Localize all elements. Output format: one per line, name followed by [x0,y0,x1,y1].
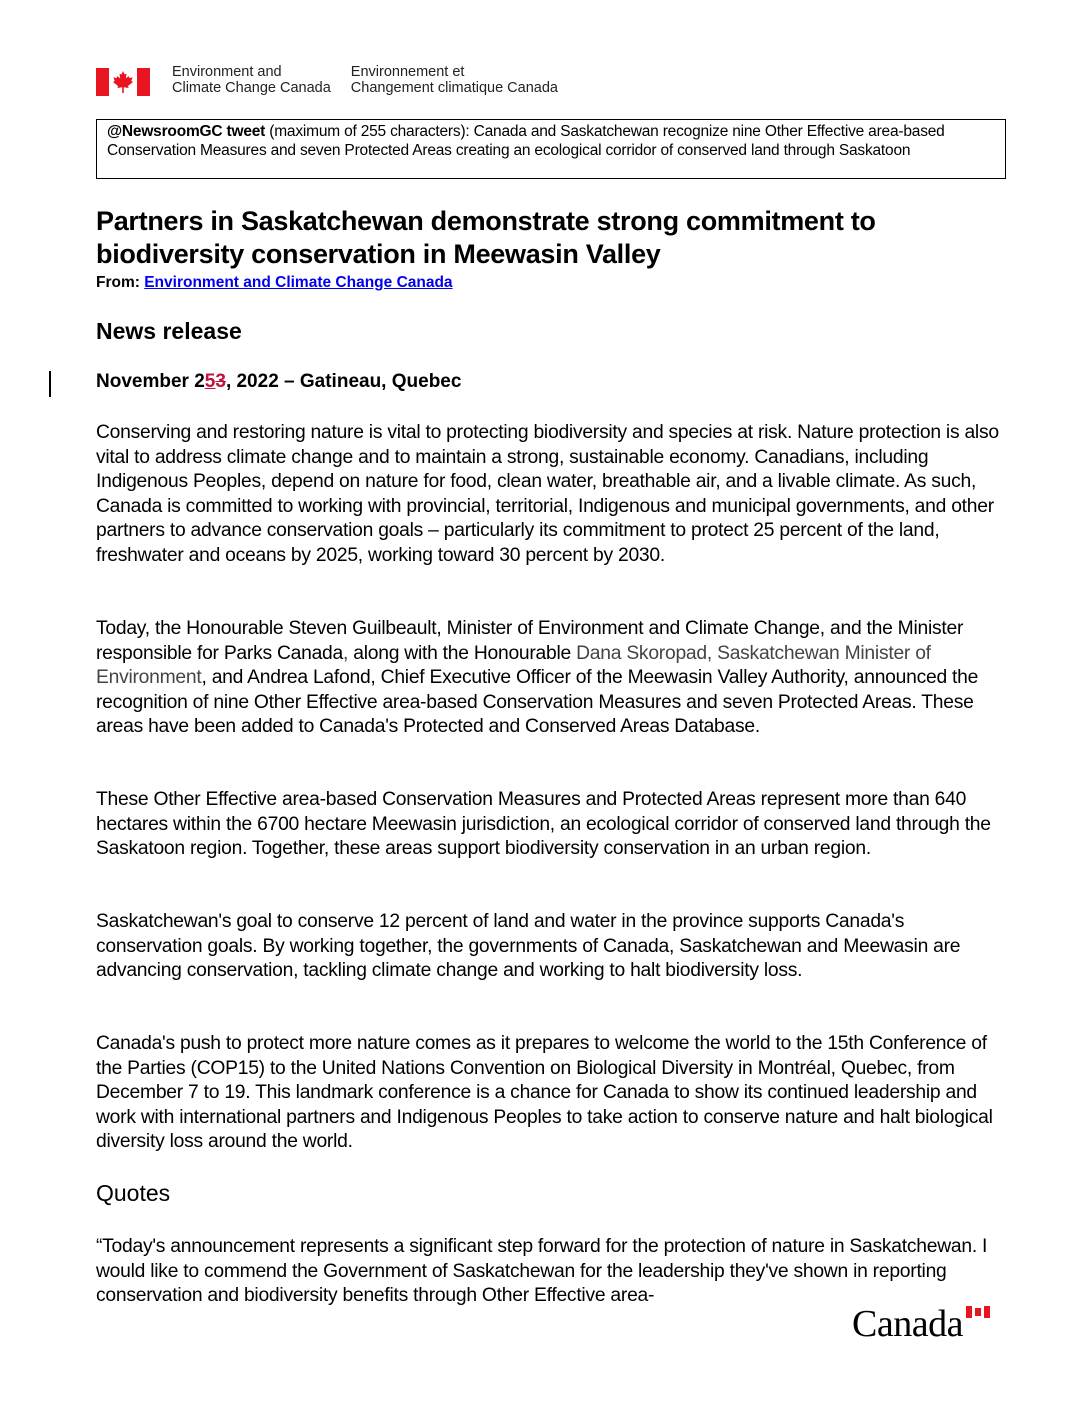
department-name-fr [351,64,558,96]
department-link[interactable]: Environment and Climate Change Canada [144,274,453,291]
announcement-text-4: Dana Skoropad, Saskatchewan Minister of Environment [96,642,931,688]
wordmark-text: Canada [852,1303,963,1345]
page-title: Partners in Saskatchewan demonstrate strong commitment to biodiversity conservation in Meewasin Valley [96,206,876,269]
paragraph-intro: Conserving and restoring nature is vital to protecting biodiversity and species at risk. Nature protection is also vital to address climate change and to maintain a strong, sustainable economy. Canadians, including Indigenous Peoples, depend on nature for food, clean water, breathable air, and a livable climate. As such, Canada is committed to working with provincial, territorial, Indigenous and municipal governments, and other partners to advance conservation goals – particularly its commitment to protect 25 percent of the land, freshwater and oceans by 2025, working toward 30 percent by 2030. [96,422,999,566]
announcement-text-5: , and Andrea Lafond, Chief Executive Officer of the Meewasin Valley Authority, announced the recognition of nine Other Effective area-based Conservation Measures and seven Protected Areas. These areas have been added to Canada's Protected and Conserved Areas Database. [96,667,979,737]
quotes-heading: Quotes [96,1180,171,1206]
announcement-text-3: along with the Honourable [353,642,577,664]
canada-wordmark [852,1304,992,1344]
section-label: News release [96,318,242,344]
dateline-deleted-digit: 3 [215,371,226,392]
paragraph-cop15: Canada's push to protect more nature comes as it prepares to welcome the world to the 15th Conference of the Parties (COP15) to the United Nations Convention on Biological Diversity in Montréal, Quebec, from December 7 to 19. This landmark conference is a chance for Canada to show its continued leadership and work with international partners and Indigenous Peoples to take action to conserve nature and halt biological diversity loss around the world. [96,1033,993,1152]
department-en-line2: Climate Change Canada [172,80,331,96]
announcement-text-1: Today, the Honourable Steven Guilbeault, Minister of Environment and Climate Change, and the Minister responsible for Parks Canada [96,618,964,664]
tweet-box [96,119,1006,179]
canada-flag-icon [96,68,150,96]
department-fr-line2: Changement climatique Canada [350,80,558,96]
from-line [96,274,453,292]
dateline-prefix: November 2 [96,371,205,392]
department-name-en [172,64,331,96]
announcement-text-2: , [343,642,354,664]
tweet-note: (maximum of 255 characters): [265,123,474,140]
department-fr-line1: Environnement et [350,64,465,80]
maple-leaf-icon [113,71,133,93]
department-en-line1: Environment and [172,64,282,80]
dateline-inserted-digit: 5 [204,371,216,392]
paragraph-saskatchewan-goal: Saskatchewan's goal to conserve 12 percent of land and water in the province supports Canada's conservation goals. By working together, the governments of Canada, Saskatchewan and Meewasin are advancing conservation, tackling climate change and working to halt biodiversity loss. [96,911,961,981]
tweet-text: Canada and Saskatchewan recognize nine Other Effective area-based Conservation Measures and seven Protected Areas creating an ecological corridor of conserved land through Saskatoon [107,123,945,159]
dateline [96,371,461,393]
page-header [96,64,558,100]
from-label: From: [96,274,145,291]
canada-wordmark-flag-icon [966,1306,990,1318]
quote-paragraph: “Today's announcement represents a significant step forward for the protection of nature in Saskatchewan. I would like to commend the Government of Saskatchewan for the leadership they've shown in reporting conservation and biodiversity benefits through Other Effective area- [96,1236,988,1306]
paragraph-announcement [96,617,1006,740]
dateline-suffix: , 2022 – Gatineau, Quebec [225,371,462,392]
revision-change-bar [49,371,51,397]
paragraph-areas: These Other Effective area-based Conservation Measures and Protected Areas represent more than 640 hectares within the 6700 hectare Meewasin jurisdiction, an ecological corridor of conserved land through the Saskatoon region. Together, these areas support biodiversity conservation in an urban region. [96,789,991,859]
tweet-label: @NewsroomGC tweet [107,123,266,140]
